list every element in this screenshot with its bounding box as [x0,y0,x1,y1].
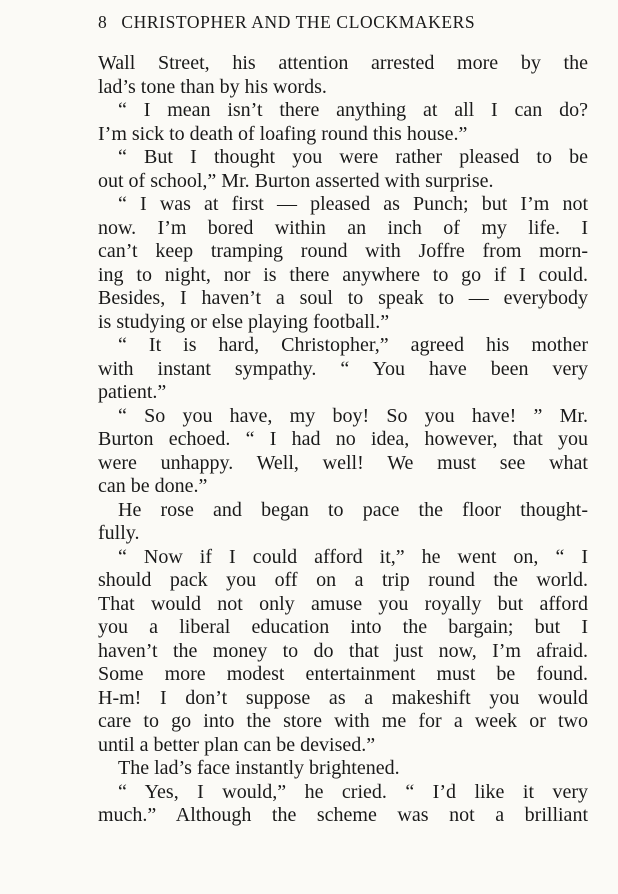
text-line: patient.” [98,381,167,403]
running-title: CHRISTOPHER AND THE CLOCKMAKERS [121,12,476,32]
text-line: you a liberal education into the bargain; but I [98,616,588,638]
page-number: 8 [98,12,108,32]
text-line: He rose and began to pace the floor thought- [118,498,588,521]
text-line: out of school,” Mr. Burton asserted with surprise. [98,169,494,192]
text-line: should pack you off on a trip round the world. [98,569,588,591]
text-line: H-m! I don’t suppose as a makeshift you would [98,686,588,709]
text-line: “ Now if I could afford it,” he went on, “ I [118,545,588,568]
text-line: with instant sympathy. “ You have been very [98,357,588,380]
text-line: Wall Street, his attention arrested more by the [98,52,588,74]
text-line: Burton echoed. “ I had no idea, however, that you [98,428,588,450]
text-line: Besides, I haven’t a soul to speak to — everybody [98,287,588,309]
text-line: “ But I thought you were rather pleased to be [118,146,588,168]
text-line: “ Yes, I would,” he cried. “ I’d like it very [118,780,588,803]
text-line: lad’s tone than by his words. [98,75,327,98]
text-line: I’m sick to death of loafing round this house.” [98,122,468,145]
running-head [98,12,475,33]
text-line: “ I was at first — pleased as Punch; but I’m not [118,193,588,215]
text-line: care to go into the store with me for a week or two [98,710,588,732]
text-line: haven’t the money to do that just now, I’m afraid. [98,639,588,662]
text-line: The lad’s face instantly brightened. [118,757,400,779]
text-line: is studying or else playing football.” [98,310,390,333]
text-line: can be done.” [98,475,208,497]
text-line: Some more modest entertainment must be found. [98,663,588,685]
text-line: now. I’m bored within an inch of my life. I [98,216,588,239]
text-line: “ It is hard, Christopher,” agreed his mother [118,334,588,356]
body-text [98,52,588,828]
text-line: fully. [98,522,140,544]
text-line: “ I mean isn’t there anything at all I can do? [118,99,588,121]
text-line: “ So you have, my boy! So you have! ” Mr. [118,404,588,427]
text-line: were unhappy. Well, well! We must see what [98,451,588,474]
text-line: until a better plan can be devised.” [98,733,376,756]
text-line: ing to night, nor is there anywhere to go if I could. [98,263,588,286]
text-line: can’t keep tramping round with Joffre from morn- [98,240,588,262]
text-line: much.” Although the scheme was not a brilliant [98,804,588,826]
text-line: That would not only amuse you royally but afford [98,592,588,615]
